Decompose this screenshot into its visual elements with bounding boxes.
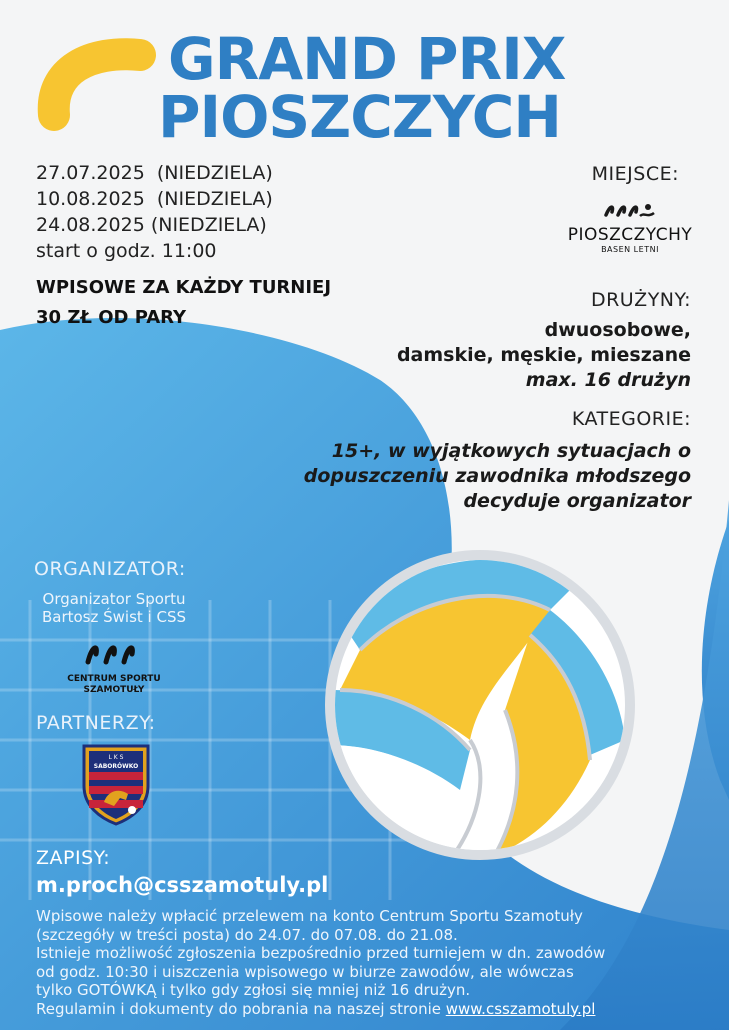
- categories-line-3: decyduje organizator: [463, 490, 691, 512]
- partner-crest: [80, 742, 152, 826]
- entry-fee: [36, 273, 331, 333]
- volleyball-illustration: [320, 540, 640, 870]
- venue-label: MIEJSCE:: [591, 163, 679, 185]
- dates-list: [36, 160, 273, 264]
- css-logo-icon: [82, 638, 146, 670]
- date-3: 24.08.2025 (NIEDZIELA): [36, 214, 267, 236]
- organizer-logo: [44, 638, 184, 696]
- footer-text: [36, 907, 706, 1018]
- teams-label: DRUŻYNY:: [590, 289, 691, 311]
- footer-line-5: tylko GOTÓWKĄ i tylko gdy zgłosi się mniej niż 16 drużyn.: [36, 981, 471, 999]
- date-1: 27.07.2025 (NIEDZIELA): [36, 162, 273, 184]
- footer-line-6-prefix: Regulamin i dokumenty do pobrania na naszej stronie: [36, 999, 446, 1018]
- teams-line-1: dwuosobowe,: [544, 319, 691, 341]
- start-time: start o godz. 11:00: [36, 240, 217, 262]
- partners-label: PARTNERZY:: [36, 712, 156, 734]
- organizer-logo-line-1: CENTRUM SPORTU: [67, 674, 161, 684]
- organizer-line-1: Organizator Sportu: [42, 590, 186, 608]
- organizer-info: [24, 590, 204, 626]
- organizer-logo-line-2: SZAMOTUŁY: [83, 685, 145, 695]
- signup-label: ZAPISY:: [36, 847, 111, 869]
- crest-name: SABORÓWKO: [93, 763, 139, 770]
- swimmer-logo-icon: [602, 200, 658, 222]
- date-2: 10.08.2025 (NIEDZIELA): [36, 188, 273, 210]
- categories-info: [304, 439, 691, 514]
- venue-logo-sub: BASEN LETNI: [601, 245, 659, 254]
- organizer-label: ORGANIZATOR:: [34, 558, 186, 580]
- venue-logo-name: PIOSZCZYCHY: [567, 225, 693, 245]
- website-link[interactable]: www.csszamotuly.pl: [445, 999, 596, 1018]
- teams-line-3: max. 16 drużyn: [525, 369, 691, 391]
- title-line-2: PIOSZCZYCH: [158, 83, 561, 151]
- title-line-1: GRAND PRIX: [168, 25, 566, 93]
- footer-line-1: Wpisowe należy wpłacić przelewem na konto Centrum Sportu Szamotuły: [36, 907, 583, 925]
- categories-label: KATEGORIE:: [571, 408, 691, 430]
- teams-info: [397, 318, 691, 393]
- fee-line-2: 30 ZŁ OD PARY: [36, 307, 187, 328]
- footer-line-4: od godz. 10:30 i uiszczenia wpisowego w biurze zawodów, ale wówczas: [36, 962, 574, 981]
- crest-top-text: L K S: [108, 754, 124, 761]
- categories-line-2: dopuszczeniu zawodnika młodszego: [303, 465, 691, 487]
- footer-line-3: Istnieje możliwość zgłoszenia bezpośrednio przed turniejem w dn. zawodów: [36, 944, 606, 962]
- teams-line-2: damskie, męskie, mieszane: [396, 344, 691, 366]
- venue-logo: [560, 200, 700, 256]
- footer-line-2: (szczegóły w treści posta) do 24.07. do 07.08. do 21.08.: [36, 925, 458, 944]
- fee-line-1: WPISOWE ZA KAŻDY TURNIEJ: [36, 277, 332, 298]
- signup-email[interactable]: m.proch@csszamotuly.pl: [36, 873, 329, 897]
- footer-line-6: [36, 1000, 706, 1019]
- organizer-line-2: Bartosz Świst i CSS: [41, 608, 187, 626]
- categories-line-1: 15+, w wyjątkowych sytuacjach o: [331, 440, 691, 462]
